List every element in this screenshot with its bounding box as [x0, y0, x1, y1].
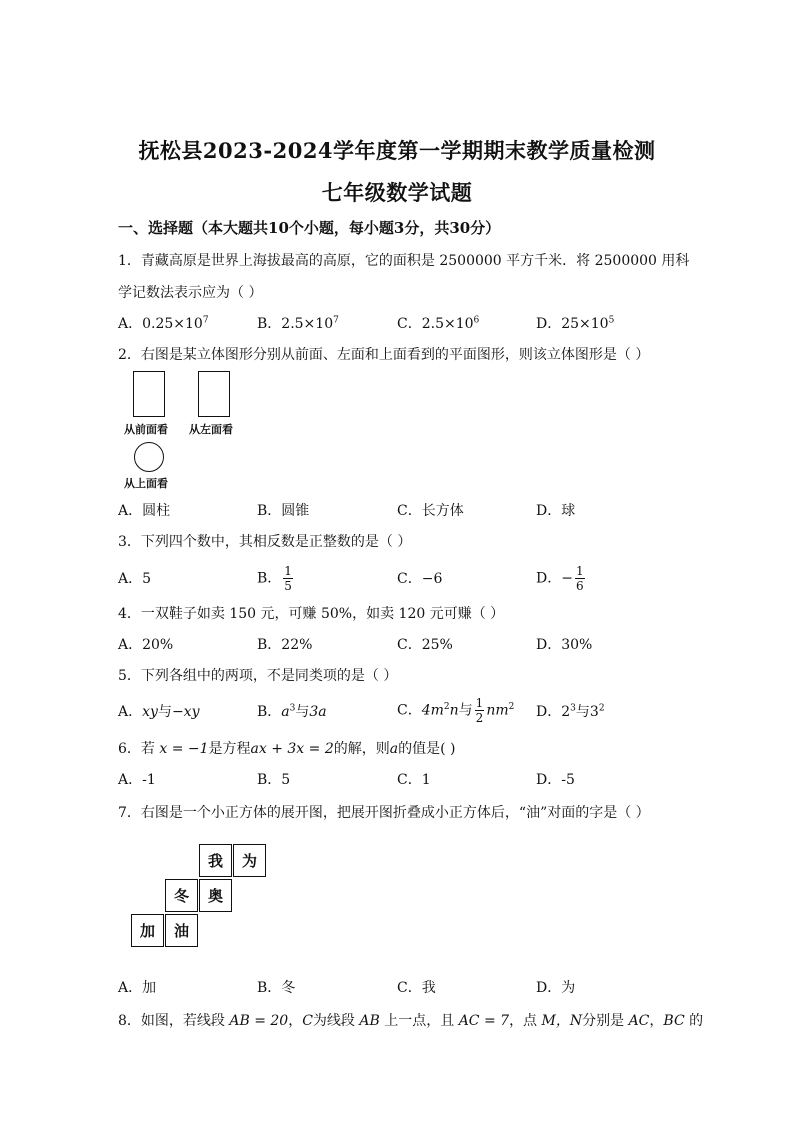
- q2-option-b[interactable]: B．圆锥: [257, 503, 310, 519]
- fraction-one-fifth: $\frac{1}{5}$: [284, 564, 292, 593]
- fraction-one-half: $\frac{1}{2}$: [475, 696, 484, 725]
- net-cell-ao: 奥: [199, 879, 232, 912]
- q1-option-d[interactable]: D．$25\times 10^5$: [536, 315, 615, 332]
- left-view-label: 从左面看: [189, 423, 233, 436]
- q2-option-d[interactable]: D．球: [536, 503, 576, 519]
- page-title: 抚松县2023-2024学年度第一学期期末教学质量检测: [138, 138, 656, 163]
- q7-options: [118, 977, 678, 999]
- q4-options: [118, 634, 678, 656]
- q1-option-a[interactable]: A．$0.25\times 10^7$: [118, 315, 209, 332]
- q3-option-a[interactable]: A．5: [118, 571, 152, 587]
- q4-option-d[interactable]: D．30%: [536, 637, 593, 653]
- top-view-circle: [134, 442, 164, 472]
- q6-option-b[interactable]: B．5: [257, 772, 291, 788]
- q4-stem: 4．一双鞋子如卖 150 元，可赚 50%，如卖 120 元可赚（ ）: [118, 606, 505, 622]
- q3-options: [118, 565, 678, 595]
- net-cell-you: 油: [165, 914, 198, 947]
- q1-options: [118, 313, 678, 335]
- q6-option-d[interactable]: D．-5: [536, 772, 575, 788]
- q5-options: [118, 697, 678, 727]
- q5-option-b[interactable]: B．$a^3$与3a: [257, 703, 327, 720]
- top-view-label: 从上面看: [124, 477, 168, 490]
- net-cell-jia: 加: [131, 914, 164, 947]
- front-view-label: 从前面看: [124, 423, 168, 436]
- q6-option-c[interactable]: C．1: [397, 772, 431, 788]
- q4-option-c[interactable]: C．25%: [397, 637, 453, 653]
- q2-options: [118, 500, 678, 522]
- q7-option-c[interactable]: C．我: [397, 980, 436, 996]
- q1-option-c[interactable]: C．$2.5\times 10^6$: [397, 315, 480, 332]
- q7-option-d[interactable]: D．为: [536, 980, 576, 996]
- front-view-rect: [133, 371, 165, 417]
- net-cell-wo: 我: [199, 844, 232, 877]
- q5-option-a[interactable]: A．xy与−xy: [118, 704, 200, 720]
- q3-stem: 3．下列四个数中，其相反数是正整数的是（ ）: [118, 534, 412, 550]
- net-cell-wei: 为: [233, 844, 266, 877]
- page-subtitle: 七年级数学试题: [321, 180, 473, 205]
- q7-option-a[interactable]: A．加: [118, 980, 157, 996]
- q6-stem: 6．若 x = −1是方程ax + 3x = 2的解，则a的值是( ): [118, 741, 456, 757]
- q6-options: [118, 769, 678, 791]
- q5-option-d[interactable]: D．$2^3$与$3^2$: [536, 703, 605, 720]
- q3-option-b[interactable]: B． $\frac{1}{5}$: [257, 564, 292, 593]
- q6-option-a[interactable]: A．-1: [118, 772, 156, 788]
- q2-option-c[interactable]: C．长方体: [397, 503, 464, 519]
- q8-stem: 8．如图，若线段 AB = 20，C为线段 AB 上一点，且 AC = 7，点 M，N分别是 AC，BC 的: [118, 1013, 704, 1029]
- q1-option-b[interactable]: B．$2.5\times 10^7$: [257, 315, 339, 332]
- q4-option-b[interactable]: B．22%: [257, 637, 313, 653]
- q2-stem: 2．右图是某立体图形分别从前面、左面和上面看到的平面图形，则该立体图形是（ ）: [118, 347, 650, 363]
- q3-option-d[interactable]: D．− $\frac{1}{6}$: [536, 564, 584, 593]
- q1-stem-line2: 学记数法表示应为（ ）: [118, 285, 263, 301]
- q2-option-a[interactable]: A．圆柱: [118, 503, 171, 519]
- net-cell-dong: 冬: [165, 879, 198, 912]
- q7-option-b[interactable]: B．冬: [257, 980, 296, 996]
- q1-stem-line1: 1．青藏高原是世界上海拔最高的高原，它的面积是 2500000 平方千米．将 2500000 用科: [118, 253, 690, 269]
- q3-option-c[interactable]: C．−6: [397, 571, 443, 587]
- section-heading: 一、选择题（本大题共10个小题，每小题3分，共30分）: [118, 219, 501, 237]
- fraction-one-sixth: $\frac{1}{6}$: [575, 564, 584, 593]
- q7-stem: 7．右图是一个小正方体的展开图，把展开图折叠成小正方体后，“油”对面的字是（ ）: [118, 805, 650, 821]
- left-view-rect: [198, 371, 230, 417]
- q5-stem: 5．下列各组中的两项，不是同类项的是（ ）: [118, 668, 398, 684]
- q4-option-a[interactable]: A．20%: [118, 637, 174, 653]
- q5-option-c[interactable]: C．$4m^2n$与 $\frac{1}{2}$ $nm^2$: [397, 696, 515, 725]
